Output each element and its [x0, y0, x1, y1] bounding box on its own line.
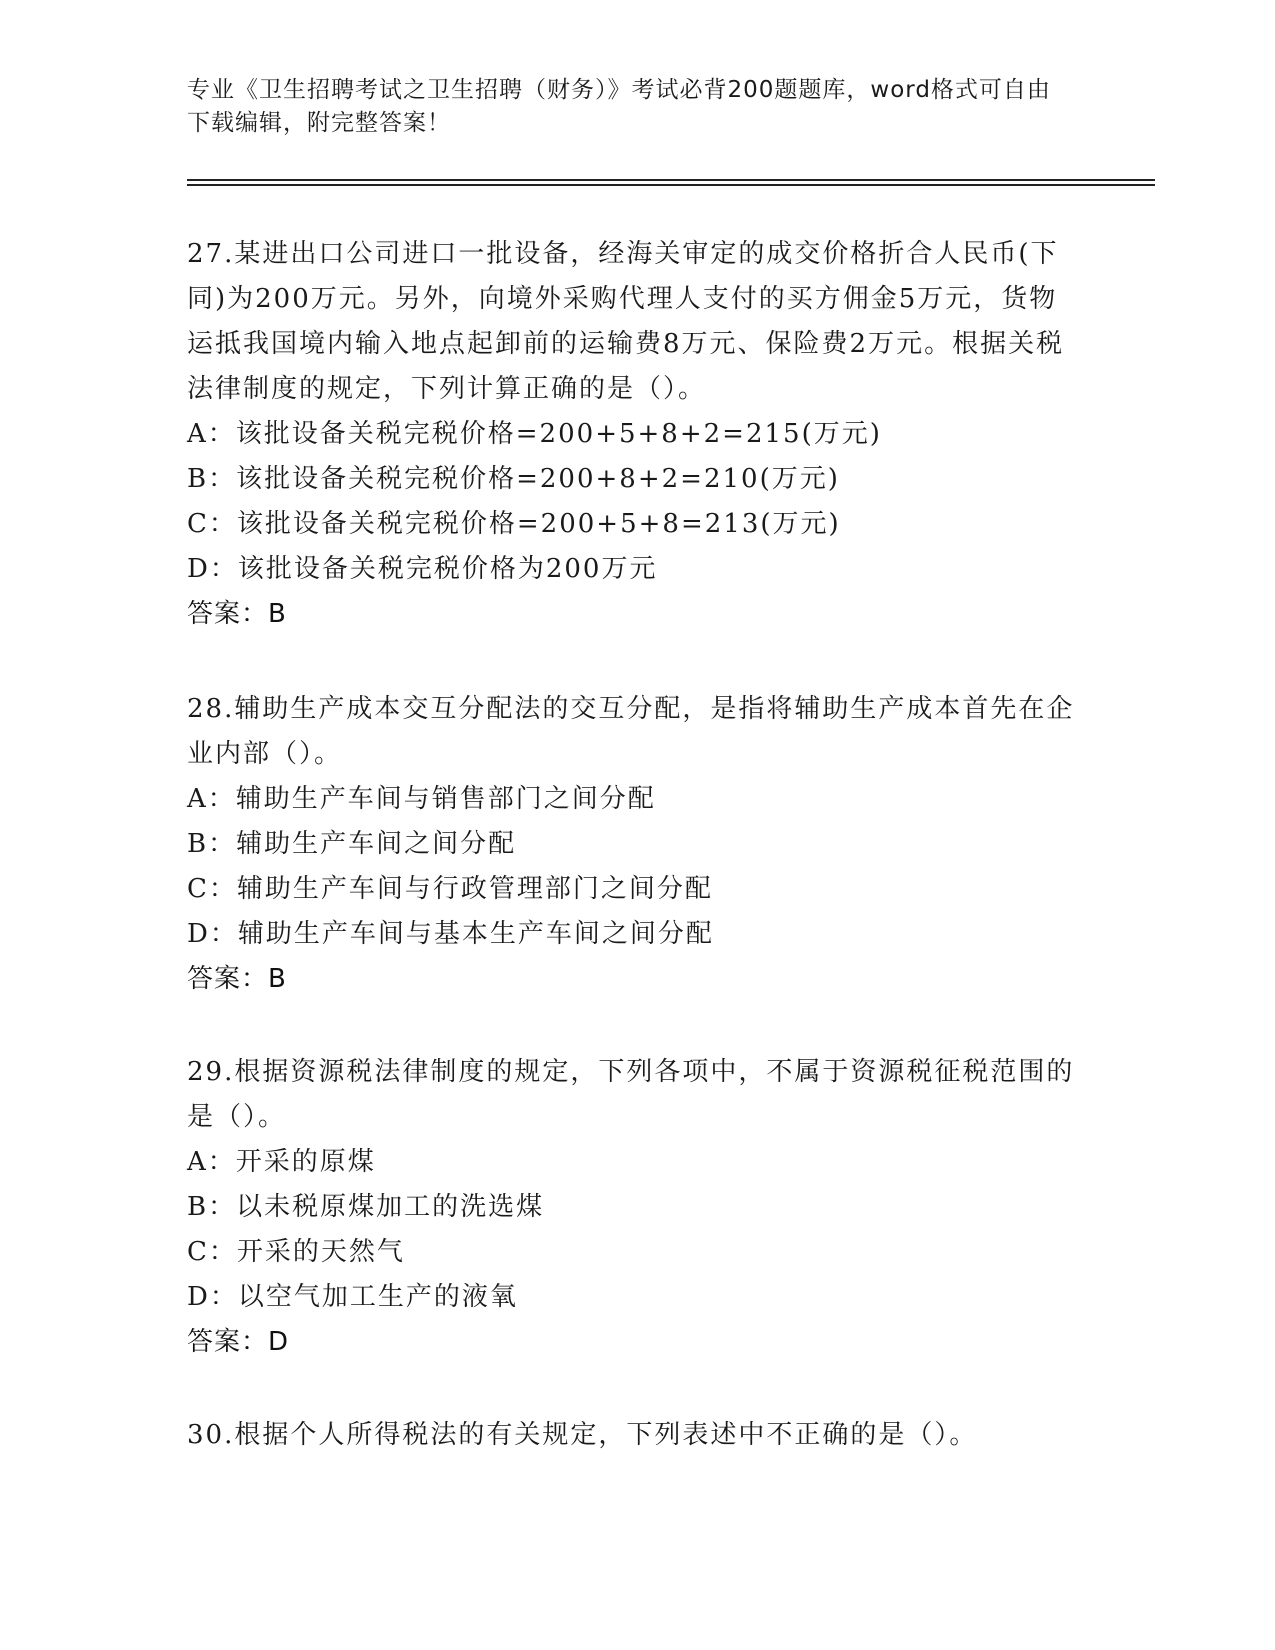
answer: 答案：B	[187, 599, 287, 629]
answer: 答案：D	[187, 1327, 290, 1357]
option-a: A：开采的原煤	[187, 1147, 376, 1177]
document-header: 专业《卫生招聘考试之卫生招聘（财务）》考试必背200题题库，word格式可自由下载编辑，附完整答案！	[187, 77, 1051, 136]
question-30	[187, 1413, 1077, 1458]
option-b: B：辅助生产车间之间分配	[187, 829, 517, 859]
option-b: B：该批设备关税完税价格=200+8+2=210(万元)	[187, 464, 840, 494]
question-29	[187, 1050, 1077, 1365]
question-text: 27.某进出口公司进口一批设备，经海关审定的成交价格折合人民币(下同)为200万元。另外，向境外采购代理人支付的买方佣金5万元，货物运抵我国境内输入地点起卸前的运输费8万元、保险费2万元。根据关税法律制度的规定，下列计算正确的是（）。	[187, 239, 1065, 404]
option-d: D：辅助生产车间与基本生产车间之间分配	[187, 919, 714, 949]
option-c: C：辅助生产车间与行政管理部门之间分配	[187, 874, 713, 904]
header-divider-top	[187, 179, 1155, 181]
option-a: A：辅助生产车间与销售部门之间分配	[187, 784, 656, 814]
question-27	[187, 232, 1077, 637]
answer: 答案：B	[187, 964, 287, 994]
option-c: C：该批设备关税完税价格=200+5+8=213(万元)	[187, 509, 841, 539]
question-text: 29.根据资源税法律制度的规定，下列各项中，不属于资源税征税范围的是（）。	[187, 1057, 1075, 1132]
option-c: C：开采的天然气	[187, 1237, 405, 1267]
option-a: A：该批设备关税完税价格=200+5+8+2=215(万元)	[187, 419, 882, 449]
header-divider-bottom	[187, 184, 1155, 186]
option-b: B：以未税原煤加工的洗选煤	[187, 1192, 545, 1222]
option-d: D：以空气加工生产的液氧	[187, 1282, 518, 1312]
question-text: 30.根据个人所得税法的有关规定，下列表述中不正确的是（）。	[187, 1420, 978, 1450]
option-d: D：该批设备关税完税价格为200万元	[187, 554, 658, 584]
question-28	[187, 687, 1077, 1002]
question-text: 28.辅助生产成本交互分配法的交互分配，是指将辅助生产成本首先在企业内部（）。	[187, 694, 1075, 769]
